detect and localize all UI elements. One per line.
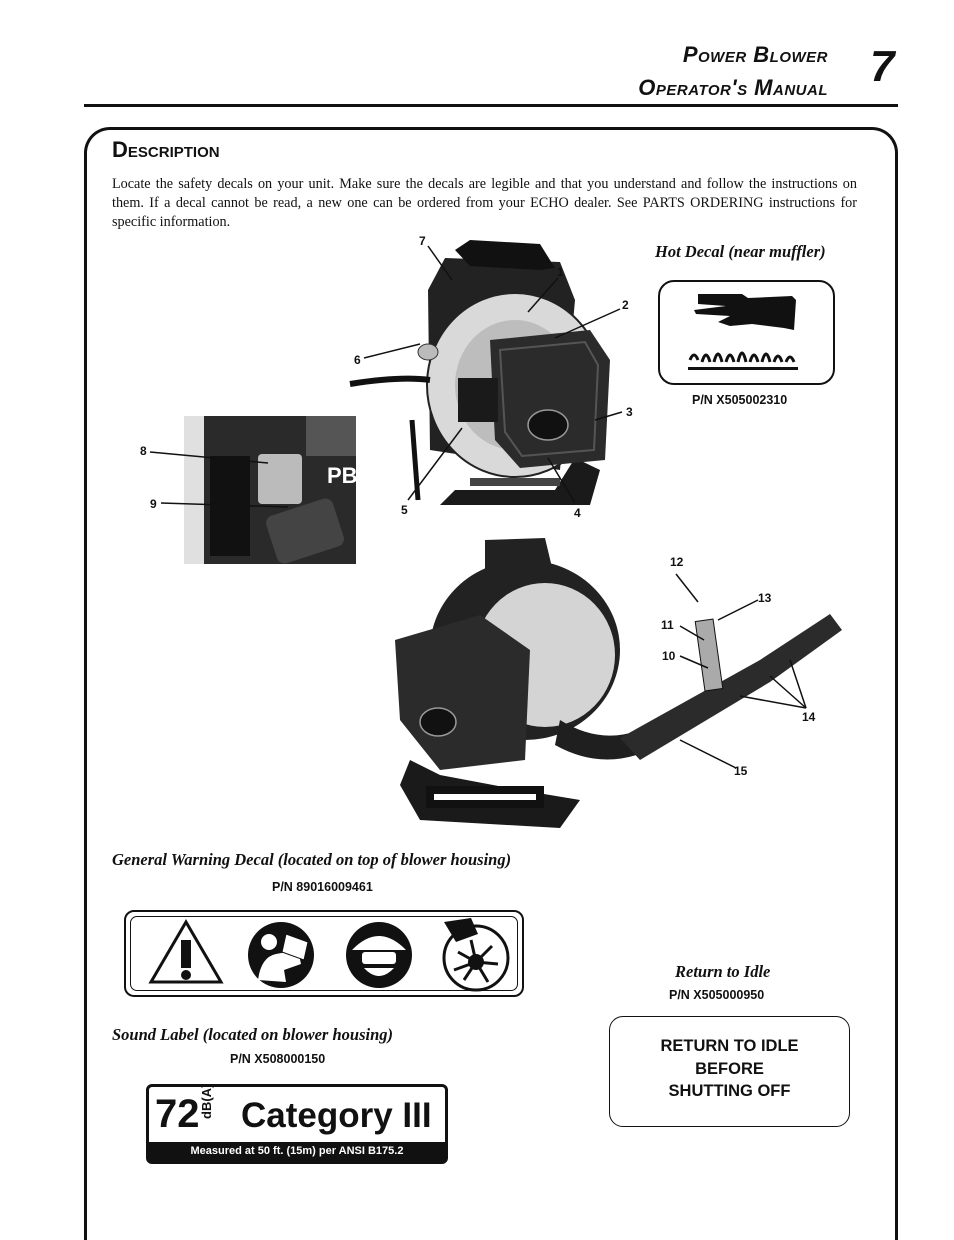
idle-line-2: BEFORE — [695, 1059, 764, 1078]
intro-paragraph: Locate the safety decals on your unit. Make sure the decals are legible and that you understand and follow the instructions on them. If a decal cannot be read, a new one can be ordered from your ECHO dealer. See PARTS ORDERING instructions for specific information. — [112, 176, 857, 230]
sound-measurement-note: Measured at 50 ft. (15m) per ANSI B175.2 — [149, 1142, 445, 1161]
callout-number: 12 — [670, 555, 684, 569]
sound-unit: dB(A) — [199, 1083, 214, 1119]
rotating-fan-hazard-icon — [444, 918, 508, 990]
sound-level: 72 — [155, 1092, 200, 1136]
inset-model-text: PB- — [327, 463, 365, 488]
idle-line-3: SHUTTING OFF — [668, 1082, 791, 1100]
general-warning-caption: General Warning Decal (located on top of blower housing) — [112, 850, 512, 869]
general-warning-decal — [124, 910, 524, 997]
sound-label-caption: Sound Label (located on blower housing) — [112, 1025, 393, 1044]
return-to-idle-part-number: P/N X505000950 — [669, 988, 765, 1002]
callout-number: 10 — [662, 649, 676, 663]
page-number: 7 — [870, 42, 895, 91]
callout-number: 2 — [622, 298, 629, 312]
manual-title-line2: Operator's Manual — [638, 75, 828, 100]
return-to-idle-caption: Return to Idle — [675, 962, 771, 981]
callout-number: 1 — [557, 265, 564, 279]
sound-label-decal — [146, 1084, 448, 1164]
hot-decal-part-number: P/N X505002310 — [692, 393, 788, 407]
callout-number: 6 — [354, 353, 361, 367]
hot-decal-caption: Hot Decal (near muffler) — [655, 242, 826, 261]
warning-triangle-icon — [151, 922, 221, 982]
callout-number: 3 — [626, 405, 633, 419]
manual-title-line1: Power Blower — [682, 42, 828, 67]
callout-number: 4 — [574, 506, 581, 520]
callout-number: 5 — [401, 503, 408, 517]
callout-number: 11 — [661, 618, 674, 632]
callout-number: 8 — [140, 444, 147, 458]
return-to-idle-decal — [609, 1016, 850, 1127]
callout-number: 13 — [758, 591, 772, 605]
callout-number: 14 — [802, 710, 816, 724]
general-warning-part-number: P/N 89016009461 — [272, 880, 373, 894]
idle-line-1: RETURN TO IDLE — [660, 1037, 799, 1055]
read-manual-icon — [248, 922, 314, 988]
callout-number: 9 — [150, 497, 157, 511]
callout-number: 7 — [419, 234, 426, 248]
section-title: Description — [112, 137, 220, 162]
sound-label-part-number: P/N X508000150 — [230, 1052, 326, 1066]
head-protection-icon — [346, 922, 412, 988]
warning-icons — [126, 912, 526, 999]
sound-category: Category III — [241, 1096, 432, 1135]
callout-number: 15 — [734, 764, 748, 778]
